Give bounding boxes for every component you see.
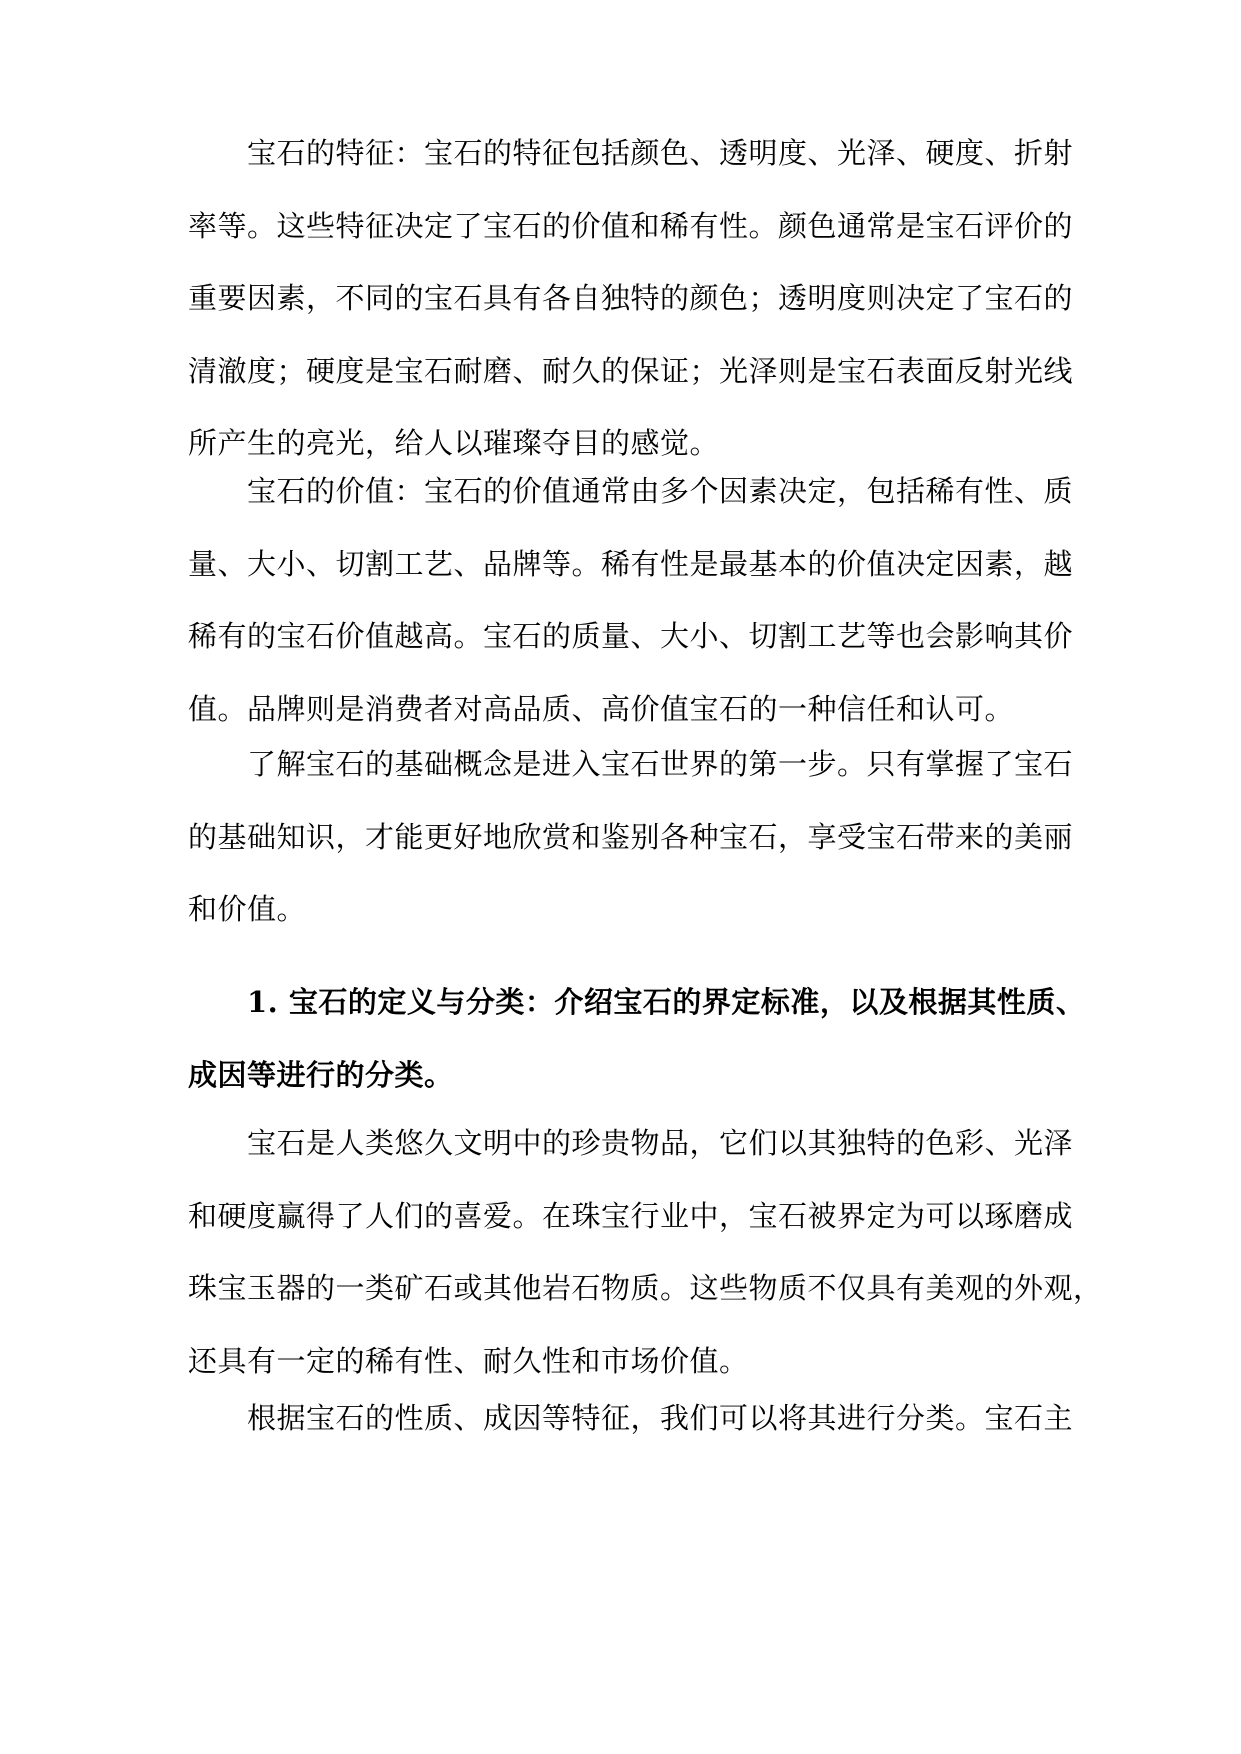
paragraph-characteristics xyxy=(188,117,1074,480)
text-line: 还具有一定的稀有性、耐久性和市场价值。 xyxy=(188,1343,749,1378)
text-line: 量、大小、切割工艺、品牌等。稀有性是最基本的价值决定因素，越 xyxy=(188,546,1074,581)
paragraph-definition xyxy=(188,1107,1103,1397)
text-line: 稀有的宝石价值越高。宝石的质量、大小、切割工艺等也会影响其价 xyxy=(188,619,1074,653)
text-line: 所产生的亮光，给人以璀璨夺目的感觉。 xyxy=(188,426,720,460)
paragraph-summary xyxy=(188,728,1074,946)
text-line: 重要因素，不同的宝石具有各自独特的颜色；透明度则决定了宝石的 xyxy=(188,281,1074,315)
text-line: 宝石的特征：宝石的特征包括颜色、透明度、光泽、硬度、折射 xyxy=(188,136,1074,170)
text-line: 清澈度；硬度是宝石耐磨、耐久的保证；光泽则是宝石表面反射光线 xyxy=(188,353,1074,388)
text-line: 和价值。 xyxy=(188,892,307,926)
text-line: 了解宝石的基础概念是进入宝石世界的第一步。只有掌握了宝石 xyxy=(188,747,1074,781)
heading-line: 成因等进行的分类。 xyxy=(188,1057,454,1092)
text-line: 根据宝石的性质、成因等特征，我们可以将其进行分类。宝石主 xyxy=(188,1401,1074,1435)
paragraph-classification xyxy=(188,1382,1074,1455)
text-line: 和硬度赢得了人们的喜爱。在珠宝行业中，宝石被界定为可以琢磨成 xyxy=(188,1198,1074,1233)
heading-line: 1. 宝石的定义与分类：介绍宝石的界定标准，以及根据其性质、 xyxy=(188,985,1086,1019)
section-heading xyxy=(188,966,1086,1111)
text-line: 值。品牌则是消费者对高品质、高价值宝石的一种信任和认可。 xyxy=(188,691,1015,726)
text-line: 珠宝玉器的一类矿石或其他岩石物质。这些物质不仅具有美观的外观， xyxy=(188,1271,1103,1305)
text-line: 率等。这些特征决定了宝石的价值和稀有性。颜色通常是宝石评价的 xyxy=(188,208,1074,243)
text-line: 的基础知识，才能更好地欣赏和鉴别各种宝石，享受宝石带来的美丽 xyxy=(188,819,1074,854)
text-line: 宝石是人类悠久文明中的珍贵物品，它们以其独特的色彩、光泽 xyxy=(188,1126,1074,1160)
text-line: 宝石的价值：宝石的价值通常由多个因素决定，包括稀有性、质 xyxy=(188,474,1074,508)
paragraph-value xyxy=(188,455,1074,745)
